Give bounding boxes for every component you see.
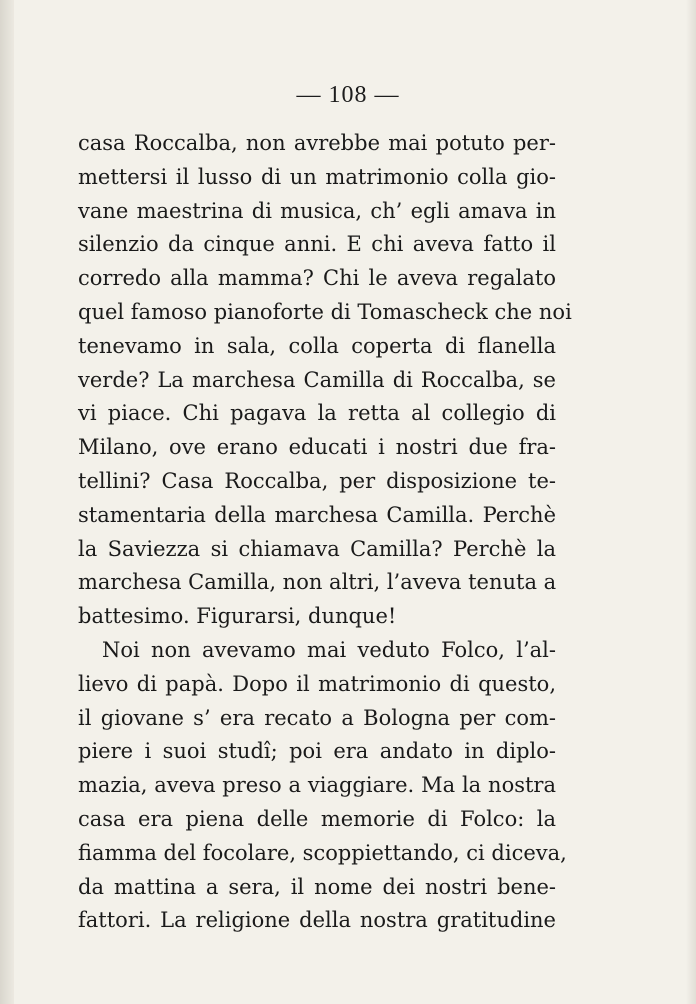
page-number: — 108 — xyxy=(296,82,400,108)
page-left-edge xyxy=(0,0,14,1004)
text-line: lievo di papà. Dopo il matrimonio di questo, xyxy=(78,671,556,696)
text-line: quel famoso pianoforte di Tomascheck che noi xyxy=(78,299,572,324)
text-line: battesimo. Figurarsi, dunque! xyxy=(78,604,397,629)
text-line: da mattina a sera, il nome dei nostri bene- xyxy=(78,874,556,899)
text-line: silenzio da cinque anni. E chi aveva fatto il xyxy=(78,232,556,257)
text-line: Milano, ove erano educati i nostri due fra- xyxy=(78,435,556,460)
text-line: marchesa Camilla, non altri, l’aveva tenuta a xyxy=(78,570,557,595)
text-line: mazia, aveva preso a viaggiare. Ma la nostra xyxy=(78,773,556,798)
page-right-edge xyxy=(686,0,696,1004)
text-line: piere i suoi studî; poi era andato in diplo- xyxy=(78,739,556,764)
text-line: fattori. La religione della nostra gratitudine xyxy=(78,908,556,933)
text-line: Noi non avevamo mai veduto Folco, l’al- xyxy=(102,637,556,662)
text-line: la Saviezza si chiamava Camilla? Perchè la xyxy=(78,536,556,561)
text-line: vi piace. Chi pagava la retta al collegio di xyxy=(78,401,556,426)
text-line: corredo alla mamma? Chi le aveva regalato xyxy=(78,266,556,291)
body-text xyxy=(78,127,572,938)
text-line: mettersi il lusso di un matrimonio colla gio- xyxy=(78,164,556,189)
text-line: vane maestrina di musica, ch’ egli amava in xyxy=(78,198,556,223)
text-line: verde? La marchesa Camilla di Roccalba, se xyxy=(78,367,556,392)
text-line: casa Roccalba, non avrebbe mai potuto per- xyxy=(78,131,556,155)
text-line: casa era piena delle memorie di Folco: la xyxy=(78,806,556,831)
text-line: stamentaria della marchesa Camilla. Perchè xyxy=(78,502,556,527)
text-line: tenevamo in sala, colla coperta di flanella xyxy=(78,333,556,358)
text-line: tellini? Casa Roccalba, per disposizione te- xyxy=(78,468,556,493)
text-line: fiamma del focolare, scoppiettando, ci diceva, xyxy=(78,840,567,865)
text-line: il giovane s’ era recato a Bologna per com- xyxy=(78,705,556,730)
